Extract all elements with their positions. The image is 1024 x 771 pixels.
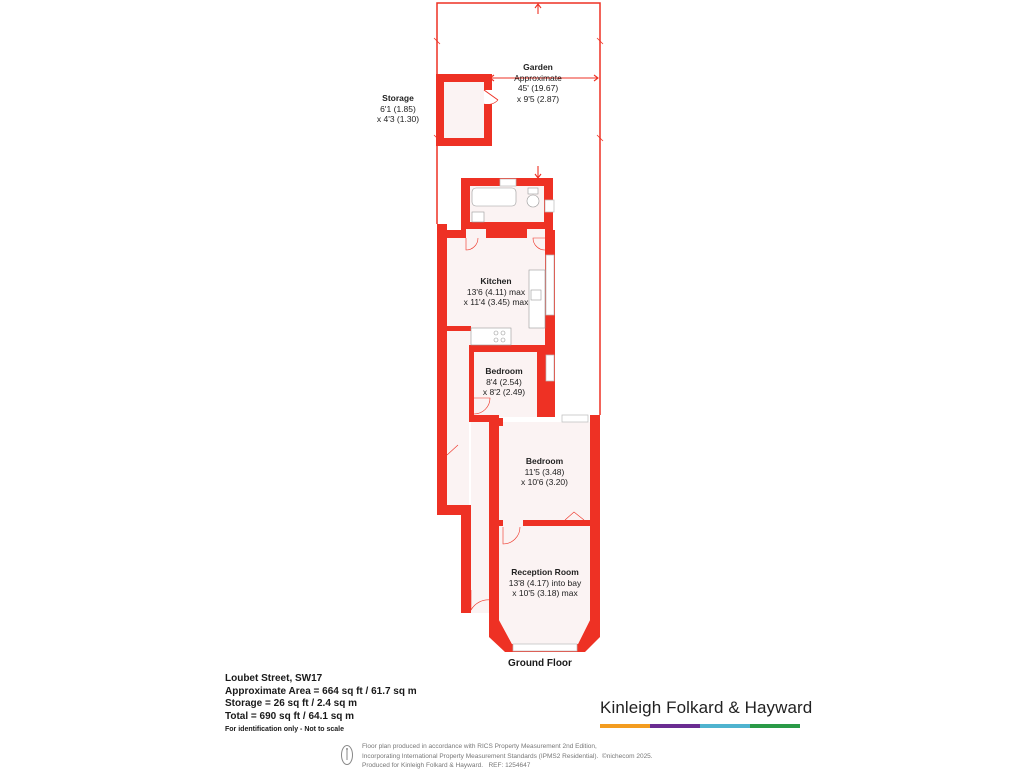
brand-bar-orange xyxy=(600,724,650,728)
scale-note: For identification only - Not to scale xyxy=(225,726,345,733)
room-name: Bedroom xyxy=(525,456,564,466)
reception-room-label xyxy=(495,567,595,599)
brand-bar-green xyxy=(750,724,800,728)
room-name: Storage xyxy=(382,93,414,103)
footer-text xyxy=(362,742,653,771)
approximate-area: Approximate Area = 664 sq ft / 61.7 sq m xyxy=(225,685,417,697)
room-dim: x 8'2 (2.49) xyxy=(482,387,526,397)
room-dim: 6'1 (1.85) xyxy=(380,103,416,114)
footer-line-2: Incorporating International Property Measurement Standards (IPMS2 Residential). xyxy=(362,752,599,760)
room-dim: x 10'5 (3.18) max xyxy=(512,588,578,598)
footer-line-3: Produced for Kinleigh Folkard & Hayward. xyxy=(362,762,484,769)
room-name: Bedroom xyxy=(485,366,523,376)
room-name: Garden xyxy=(523,62,553,72)
toilet xyxy=(527,195,539,207)
room-dim: Approximate xyxy=(514,72,562,83)
total-area: Total = 690 sq ft / 64.1 sq m xyxy=(225,710,355,722)
bedroom-2-label xyxy=(497,456,592,488)
room-dim: x 10'6 (3.20) xyxy=(521,477,568,487)
footer-ref: REF: 1254647 xyxy=(488,762,531,769)
room-dim: 8'4 (2.54) xyxy=(486,376,522,387)
brand-bar-purple xyxy=(650,724,700,728)
measurement-icon xyxy=(340,744,354,766)
room-dim: x 11'4 (3.45) max xyxy=(463,297,529,307)
room-dim: x 9'5 (2.87) xyxy=(516,93,560,104)
bedroom-1-label xyxy=(465,366,543,398)
room-dim: 13'6 (4.11) max xyxy=(466,286,526,297)
room-dim: x 4'3 (1.30) xyxy=(376,114,420,124)
floor-name: Ground Floor xyxy=(508,658,572,669)
bathtub xyxy=(472,188,516,206)
footer-line-1: Floor plan produced in accordance with RICS Property Measurement 2nd Edition, xyxy=(362,743,597,750)
room-dim: 11'5 (3.48) xyxy=(524,466,565,477)
room-dim: 45' (19.67) xyxy=(517,83,559,93)
kitchen-label xyxy=(446,276,546,308)
basin xyxy=(472,212,484,222)
footer-credit: ©nichecom 2025. xyxy=(601,752,653,760)
brand-bar-blue xyxy=(700,724,750,728)
address: Loubet Street, SW17 xyxy=(225,673,323,684)
storage-area: Storage = 26 sq ft / 2.4 sq m xyxy=(225,698,357,709)
property-info xyxy=(225,673,417,735)
brand-logo: Kinleigh Folkard & Hayward xyxy=(600,698,813,717)
storage-label xyxy=(358,93,438,125)
garden-label xyxy=(488,62,588,104)
brand-color-bar xyxy=(600,724,800,728)
room-name: Reception Room xyxy=(511,567,579,577)
room-name: Kitchen xyxy=(480,276,512,286)
room-dim: 13'8 (4.17) into bay xyxy=(508,577,582,588)
